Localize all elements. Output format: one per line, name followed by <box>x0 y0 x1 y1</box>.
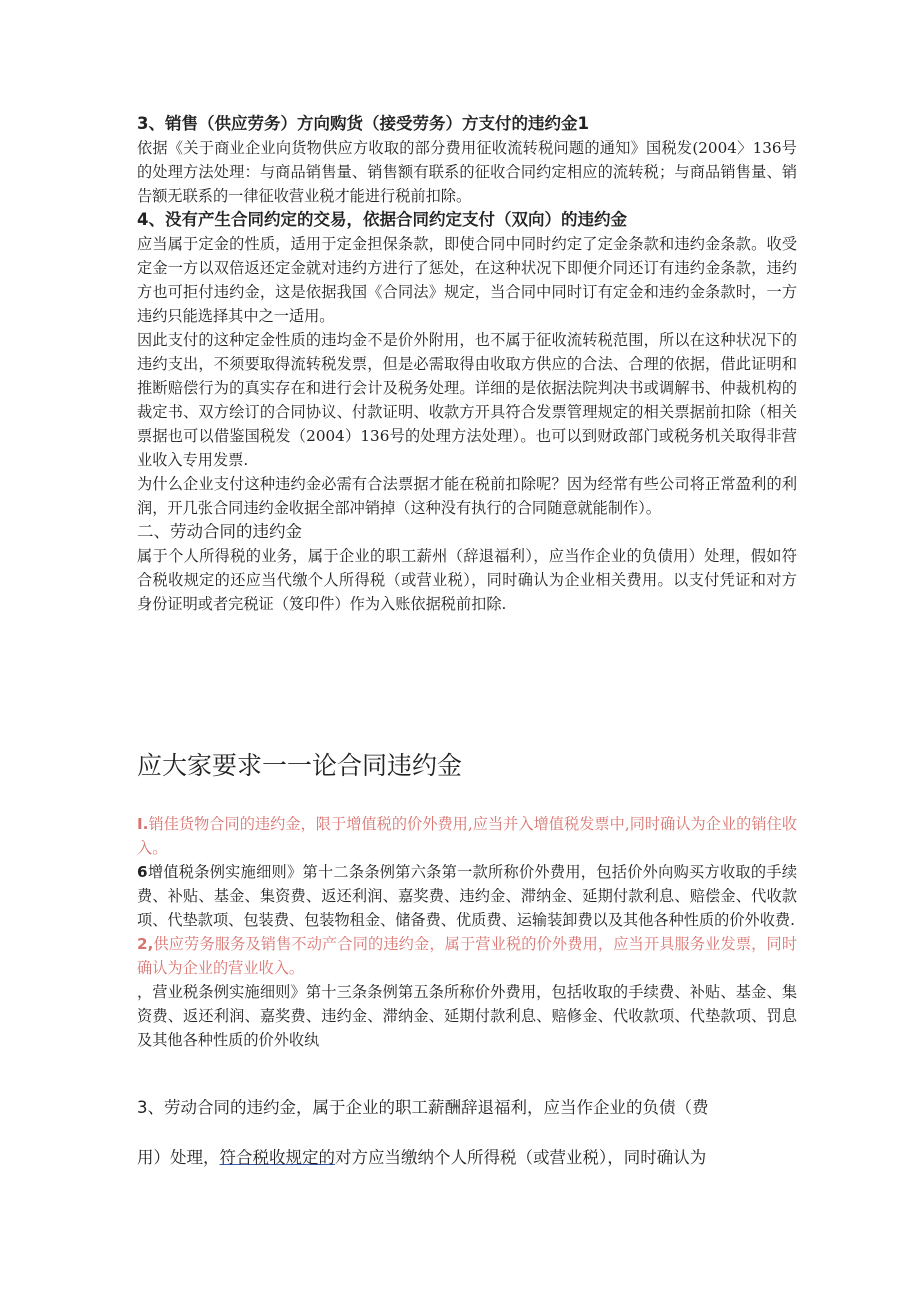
section-4-paragraph-3: 为什么企业支付这种违约金必需有合法票据才能在税前扣除呢？因为经常有些公司将正常盈利的利润，开几张合同违约金收据全部冲销掉（这种没有执行的合同随意就能制作）。 <box>137 475 797 517</box>
item-4-text: ，营业税条例实施细则》第十三条条例第五条所称价外费用，包括收取的手续费、补贴、基金、集资费、返还利润、嘉奖费、违约金、滞纳金、延期付款利息、赔修金、代收款项、代垫款项、罚息及其他各种性质的价外收纨 <box>137 983 797 1049</box>
list-item-4 <box>137 980 797 1052</box>
line-2-end: 对方应当缴纳个人所得税（或营业税），同时确认为 <box>335 1148 707 1167</box>
line-2-start: 用）处理， <box>137 1148 220 1167</box>
items-list <box>137 812 797 1052</box>
labor-contract-paragraph: 属于个人所得税的业务，属于企业的职工薪州（辞退福利），应当作企业的负债用）处理，假如符合税收规定的还应当代缴个人所得税（或营业税），同时确认为企业相关费用。以支付凭证和对方身份证明或者完税证（笈印件）作为入账依据税前扣除. <box>137 547 797 613</box>
document-body <box>137 112 797 616</box>
section-3b-line-2 <box>137 1146 797 1170</box>
item-3-text: 供应劳务服务及销售不动产合同的违约金，属于营业税的价外费用，应当开具服务业发票，同时确认为企业的营业收入。 <box>137 935 797 977</box>
item-2-text: 增值税条例实施细则》第十二条条例第六条第一款所称价外费用，包括价外向购买方收取的手续费、补贴、基金、集资费、返还利润、嘉奖费、违约金、滞纳金、延期付款利息、赔偿金、代收款项、代垫款项、包装费、包装物租金、储备费、优质费、运输装卸费以及其他各种性质的价外收费. <box>137 863 797 929</box>
page-title: 应大家要求一一论合同违约金 <box>137 751 463 780</box>
list-item-3 <box>137 932 797 980</box>
section-4-paragraph-2: 因此支付的这种定金性质的违均金不是价外附用，也不属于征收流转税范围，所以在这种状况下的违约支出，不须要取得流转税发票，但是必需取得由收取方供应的合法、合理的依据，借此证明和推断赔偿行为的真实存在和进行会计及税务处理。详细的是依据法院判决书或调解书、仲裁机构的裁定书、双方绘订的合同协议、付款证明、收款方开具符合发票管理规定的相关票据前扣除（相关票据也可以借鉴国税发（2004）136号的处理方法处理）。也可以到财政部门或税务机关取得非营业收入专用发票. <box>137 331 797 469</box>
section-4-paragraph-1: 应当属于定金的性质，适用于定金担保条款，即使合同中同时约定了定金条款和违约金条款。收受定金一方以双倍返还定金就对违约方进行了惩处，在这种状况下即便介同还订有违约金条款，违约方也可拒付违约金，这是依据我国《合同法》规定，当合同中同时订有定金和违约金条款时，一方违约只能选择其中之一适用。 <box>137 235 797 325</box>
section-3-paragraph: 依据《关于商业企业向货物供应方收取的部分费用征收流转税问题的通知》国税发(2004〉136号的处理方法处理：与商品销售量、销售额有联系的征收合同约定相应的流转税；与商品销售量、销告额无联系的一律征收营业税才能进行税前扣除。 <box>137 139 797 205</box>
underlined-phrase: 符合税收规定的 <box>219 1148 335 1167</box>
item-3-label: 2, <box>137 935 154 953</box>
item-1-label: I. <box>137 815 149 833</box>
list-item-2 <box>137 860 797 932</box>
list-item-1 <box>137 812 797 860</box>
section-3b-line-1: 3、劳动合同的违约金，属于企业的职工薪酬辞退福利，应当作企业的负债（费 <box>137 1098 709 1117</box>
section-4-heading: 4、没有产生合同约定的交易，依据合同约定支付（双向）的违约金 <box>137 210 627 229</box>
section-3-heading: 3、销售（供应劳务）方向购货（接受劳务）方支付的违约金1 <box>137 114 589 133</box>
section-3b <box>137 1096 797 1170</box>
labor-contract-heading: 二、劳动合同的违约金 <box>137 522 302 541</box>
item-2-label: 6 <box>137 863 148 881</box>
item-1-text: 销佳货物合同的违约金，限于增值税的价外费用,应当并入增值税发票中,同时确认为企业的销住收入。 <box>137 815 797 857</box>
